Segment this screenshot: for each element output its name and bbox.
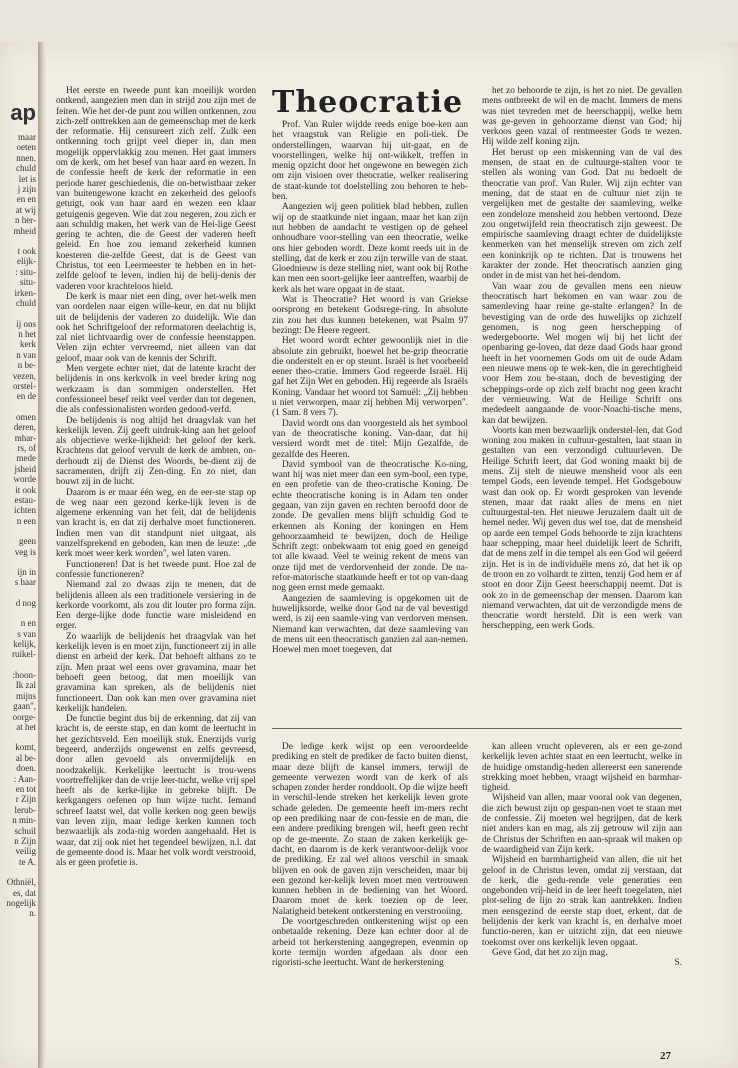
previous-page-strip (0, 100, 36, 1030)
page-number: 27 (660, 1050, 671, 1062)
strip-line: orstel- (13, 380, 36, 391)
paragraph: Wat is Theocratie? Het woord is van Griekse oorsprong en betekent Godsrege-ring. In absolute zin zou het dus kunnen betekenen, wat Psalm 97 bezingt: De Heere regeert. (272, 295, 468, 336)
strip-line: en en (16, 194, 36, 205)
strip-line: oorge- (12, 711, 36, 722)
paragraph: Men vergete echter niet, dat de latente kracht der belijdenis in ons kerkvolk in veel breder kring nog werkzaam is dan sommigen onderstellen. Het confessioneel besef reikt veel verder dan tot degenen, die als confessionalisten worden gedood-verfd. (56, 364, 256, 416)
strip-line: n her- (14, 215, 36, 226)
paragraph: Niemand zal zo dwaas zijn te menen, dat de belijdenis alleen als een traditionele versiering in de kerkorde voorkomt, als zou dit louter pro forma zijn. Een derge-lijke dode functie ware misleidend en erger. (56, 580, 256, 632)
strip-line: at wij (15, 204, 36, 215)
strip-line: deren, (13, 422, 36, 433)
strip-line: veilig (15, 846, 36, 857)
strip-line: ijn in (17, 567, 36, 578)
paragraph: Het berust op een miskenning van de val des mensen, de staat en de cultuurge-stalten voor te stellen als woning van God. Dat nu bedoelt de theocratie van prof. Van Ruler. Wij zijn echter van mening, dat de staat en de cultuur niet zijn te vergelijken met de gestalte der saamleving, welke een zondeloze mensheid zou hebben vertoond. Deze zou ongetwijfeld rein theocratisch zijn geweest. De empirische saamleving draagt echter de duidelijkste kenmerken van het menselijk streven om zich zelf een koninkrijk op te richten. Dat is trouwens het karakter der zonde. Het theocratisch aanzien ging onder in de mist van het hei-dendom. (482, 147, 682, 282)
paragraph: Zo waarlijk de belijdenis het draagvlak van het kerkelijk leven is en moet zijn, functioneert zij in alle dienst en arbeid der kerk. Dat behoeft althans zo te zijn. Men praat wel eens over gravamina, maar het behoeft geen betoog, dat men moeilijk van gravamina kan spreken, als de belijdenis niet functioneert. Dan ook kan men over gravamina niet kerkelijk handelen. (56, 631, 256, 714)
strip-heading: ap (10, 100, 36, 125)
strip-line: ij ons (16, 318, 36, 329)
strip-line: n be- (17, 360, 36, 371)
strip-line: doen. (16, 763, 36, 774)
strip-line (0, 732, 36, 742)
strip-line: n een (16, 515, 36, 526)
strip-line: let is (18, 173, 36, 184)
strip-line: worde (13, 474, 36, 485)
strip-line: n het (18, 328, 36, 339)
strip-line: ichten (14, 505, 36, 516)
strip-line: n. (29, 908, 36, 919)
paragraph: Prof. Van Ruler wijdde reeds enige boe-ken aan het vraagstuk van Religie en poli-tiek. De onderstellingen, waarvan hij uit-gaat, en de voorstellingen, welke hij ont-wikkelt, treffen in menig opzicht door het ongewone en bewegen zich om zijn visioen over theocratie, welker realisering de staat-kunde tot doelstelling zou behoren te heb-ben. (272, 120, 468, 203)
paragraph: Aangezien de saamleving is opgekomen uit de huwelijksorde, welke door God na de val bevestigd werd, is zij een saamle-ving van verdorven mensen. Niemand kan verwachten, dat deze saamleving van de mens uit een theocratisch ganzien zal aan-nemen. Hoewel men moet toegeven, dat (272, 593, 468, 656)
strip-line: mijns (15, 690, 36, 701)
strip-line: s haar (14, 577, 36, 588)
strip-line: irken- (14, 287, 36, 298)
strip-line: gaan", (13, 701, 36, 712)
paragraph: het zo behoorde te zijn, is het zo niet. De gevallen mens ontbreekt de wil en de macht. Immers de mens was niet tevreden met de heerschappij, welke hem was ge-geven in gehoorzame dienst van God; hij verkoos geen vazal of rentmeester Gods te wezen. Hij wilde zelf koning zijn. (482, 86, 682, 148)
strip-line: s van (17, 628, 36, 639)
article-signature: S. (674, 958, 682, 969)
strip-line: es, dat (13, 887, 36, 898)
paragraph: David symbool van de theocratische Ko-ning, want hij was niet meer dan een sym-bool, een type, en een profetie van de theo-cratische Koning. De echte theocratische koning is in Adam ten onder gegaan, van zijn gaven en rechten beroofd door de zonde. De gevallen mens blijft schuldig God te erkennen als Koning der koningen en Hem gehoorzaamheid te bewijzen, doch de Heilige Schrift zegt: onbekwaam tot enig goed en geneigd tot alle kwaad. Veel te weinig rekent de mens van onze tijd met de verdorvenheid der zonde. De na-refor-matorische staatkunde heeft er tot op van-daag nog geen ernst mede gemaakt. (272, 459, 468, 594)
strip-line: ruikel- (12, 649, 36, 660)
strip-line: chuld (16, 298, 36, 309)
article-column-1 (56, 86, 256, 1052)
strip-line: it ook (15, 484, 36, 495)
paragraph: kan alleen vrucht opleveren, als er een ge-zond kerkelijk leven achter staat en een leertucht, welke in de huidige omstandig-heden allereerst een sanerende strekking moet hebben, vraagt wijsheid en barmhar-tigheid. (482, 742, 682, 794)
strip-line: rs, of (17, 442, 36, 453)
article-column-5 (482, 742, 682, 1052)
strip-line: d nog (15, 597, 36, 608)
strip-line: maar (18, 132, 36, 142)
strip-line (0, 660, 36, 670)
strip-line: te A. (19, 856, 36, 867)
paragraph: Wijsheid en barmhartigheid van allen, die uit het geloof in de Christus leven, omdat zij verstaan, dat de kerk, die gedu-rende vele generaties een ongebonden vrij-heid in de leer heeft toegelaten, niet plot-seling de lijn zo strak kan aantrekken. Indien men eensgezind de eerste stap doet, erkent, dat de belijdenis der kerk van kracht is, en derhalve moet functio-neren, kan er uitzicht zijn, dat een nieuwe toekomst over ons kerkelijk leven opgaat. (482, 855, 682, 948)
strip-line: at het (16, 721, 36, 732)
strip-line: elijk- (17, 256, 36, 267)
paragraph: Van waar zou de gevallen mens een nieuw theocratisch hart bekomen en van waar zou de samenleving haar reine ge-stalte erlangen? In de bevestiging van de orde des huwelijks op zichzelf genomen, is nog geen herschepping of wedergeboorte. Wel mogen wij bij het licht der openbaring ge-loven, dat deze daad Gods haar grond heeft in het voornemen Gods om uit de oude Adam een nieuwe mens op te wek-ken, die in gerechtigheid voor Hem zou be-staan, doch de bevestiging der scheppings-orde op zich zelf bracht nog geen kracht der vernieuwing. Wat de Heilige Schrift ons mededeelt aangaande de voor-Noachi-tische mens, kan dat bewijzen. (482, 281, 682, 426)
strip-line: mede (16, 453, 36, 464)
paragraph: De kerk is maar niet een ding, over het-welk men van oordelen naar eigen wille-keur, en dat nu blijkt uit de belijdenis der vaderen zo duidelijk. Wie dan ook het Schriftgeloof der reformatoren deelachtig is, zal niet lichtvaardig over de confessie heenstappen. Velen zijn echter vervreemd, niet alleen van dat geloof, maar ook van de kennis der Schrift. (56, 291, 256, 364)
strip-line: jsheid (14, 463, 36, 474)
paragraph: Het woord wordt echter gewoonlijk niet in die absolute zin gebruikt, hoewel het be-grip theocratie die onderstelt en er op steunt. Israël is het voorbeeld eener theo-cratie. Immers God regeerde Israël. Hij gaf het Zijn Wet en geboden. Hij regeerde als Israëls Koning. Vandaar het woord tot Samuël: „Zij hebben u niet verworpen, maar zij hebben Mij verworpen". (1 Sam. 8 vers 7). (272, 336, 468, 419)
strip-line: al be- (15, 752, 36, 763)
strip-line: geen (19, 536, 36, 547)
article-title: Theocratie (272, 86, 464, 120)
strip-line: n min- (12, 815, 36, 826)
strip-line: kerk (20, 339, 36, 350)
strip-line: vezen, (12, 370, 36, 381)
strip-line: en de (16, 391, 36, 402)
paragraph: Aangezien wij geen politiek blad hebben, zullen wij op de staatkunde niet ingaan, maar het kan zijn nut hebben de aandacht te vestigen op de geheel onhoudbare voor-stelling van een theocratie, welke ons hier geboden wordt. Deze komt reeds uit in de stelling, dat de kerk er zou zijn terwille van de staat. Gloednieuw is deze stelling niet, want ook bij Rothe kan men een soort-gelijke leer aantreffen, waarbij de kerk als het ware opgaat in de staat. (272, 202, 468, 295)
strip-line (0, 588, 36, 598)
strip-line: komt, (15, 742, 36, 753)
strip-line: : situ- (15, 266, 36, 277)
paragraph: David wordt ons dan voorgesteld als het symbool van de theocratische koning. Van-daar, dat hij versierd wordt met de titel: Mijn Gezalfde, de gezalfde des Heeren. (272, 418, 468, 460)
strip-line: nnen. (16, 152, 36, 163)
paragraph: Daarom is er maar één weg, en de eer-ste stap op de weg naar een gezond kerke-lijk leven is de algemene erkenning van het feit, dat de belijdenis van kracht is, en dat zij derhalve moet functioneren. Indien men van dit standpunt niet uitgaat, als vanzelfsprekend en geboden, kan men de leuze: „de kerk moet weer kerk worden", wel laten varen. (56, 487, 256, 560)
strip-line: situ- (19, 277, 36, 288)
strip-line: j zijn (17, 184, 36, 195)
horizontal-rule (272, 728, 682, 729)
strip-line: Ik zal (15, 680, 36, 691)
strip-line (0, 402, 36, 412)
strip-line: mhar- (14, 432, 36, 443)
paragraph: Het eerste en tweede punt kan moeilijk worden ontkend, aangezien men dan in strijd zou zijn met de feiten. Wie het der-de punt zou willen ontkennen, zou zich-zelf onttrekken aan de gemeenschap met de kerk der reformatie. Hij censureert zich zelf. Zulk een ontkenning toch grijpt veel dieper in, dan men mogelijk oppervlakkig zou menen. Het gaat immers om de kerk, om het besef van haar aard en wezen. In de confessie heeft de kerk der reformatie in een periode harer geschiedenis, die on-betwistbaar zeker van buitengewone kracht en zekerheid des geloofs getuigt, ook van haar aard en wezen een klaar getuigenis gegeven. Wie dat zou negeren, zou zich er aan schuldig maken, het werk van de Hei-lige Geest gering te achten, die de Geest der vaderen heeft geleid. En hoe zou iemand zekerheid kunnen koesteren die-zelfde Geest, dat is de Geest van Christus, tot een Leermeester te hebben en in het-zelfde geloof te leven, indien hij de belij-denis der vaderen voor krachteloos hield. (56, 86, 256, 292)
strip-line: lerub- (14, 804, 36, 815)
strip-line: n van (16, 349, 36, 360)
article-column-3 (482, 86, 682, 716)
strip-line: veg is (14, 546, 36, 557)
strip-line: en tot (15, 783, 36, 794)
paragraph: Wijsheid van allen, maar vooral ook van degenen, die zich bewust zijn op gespan-nen voet te staan met de confessie. Zij moeten wel begrijpen, dat de kerk niet anders kan en mag, als zij getrouw wil zijn aan de Christus der Schriften en aan-spraak wil maken op de waardigheid van Zijn kerk. (482, 793, 682, 855)
strip-line: : Aan- (13, 773, 36, 784)
strip-line: nogelijk (6, 898, 36, 908)
strip-line: :hoon- (12, 669, 36, 680)
strip-line (0, 557, 36, 567)
paragraph: De voortgeschreden ontkerstening wijst op een onbetaalde rekening. Deze kan echter door al de arbeid tot herkerstening aangegrepen, evenmin op korte termijn worden afgedaan als door een rigoristi-sche leertucht. Want de herkerstening (272, 917, 468, 969)
strip-line: t ook (17, 246, 36, 257)
strip-line: r Zijn (15, 794, 36, 805)
strip-line (0, 309, 36, 319)
strip-line (0, 608, 36, 618)
strip-line: kelijk, (13, 639, 36, 650)
strip-lines (0, 132, 36, 919)
strip-line: n Zijn (14, 835, 36, 846)
paragraph: Geve God, dat het zo zijn mag. (492, 947, 608, 958)
strip-line: mheid (13, 225, 36, 236)
strip-line: estau- (14, 495, 36, 505)
strip-line: n en (20, 618, 36, 629)
article-column-2 (272, 86, 468, 716)
strip-line: chuld (16, 163, 36, 174)
strip-line: Othniël, (6, 877, 36, 888)
strip-line: omen (16, 411, 36, 422)
strip-line: schuil (14, 825, 36, 836)
page-gutter (38, 42, 46, 1068)
paragraph: Functioneren! Dat is het tweede punt. Hoe zal de confessie functioneren? (56, 559, 256, 580)
paragraph: De belijdenis is nog altijd het draagvlak van het kerkelijk leven. Zij geeft uitdruk-king aan het geloof als objectieve werke-lijkheid: het geloof der kerk. Krachtens dat geloof vervult de kerk de ambten, on-derhoudt zij de Dienst des Woords, be-dient zij de sacramenten, drijft zij Zen-ding. En zo niet, dan bouwt zij in de lucht. (56, 415, 256, 488)
paragraph: De functie begint dus bij de erkenning, dat zij van kracht is, de eerste stap, en dan komt de leertucht in het gezichtsveld. Een moeilijk stuk. Enerzijds vurig begeerd, anderzijds ongewenst en zelfs gevreesd, door allen gevoeld als onvermijdelijk en noodzakelijk. Kerkelijke leertucht is trou-wens voortreffelijker dan de vrije leer-tucht, welke vrij spel heeft als de kerke-lijke in gebreke blijft. De kerkgangers oefenen op hun wijze tucht. Iemand schreef laatst wel, dat volle kerken nog geen bewijs van leven zijn, maar ledige kerken kunnen toch bezwaarlijk als zoda-nig worden aangehaald. Het is waar, dat zij ook niet het tegendeel bewijzen, n.l. dat de gemeente dood is. Maar het volk wordt verstrooid, als er geen profetie is. (56, 714, 256, 869)
paragraph: De ledige kerk wijst op een veroordeelde prediking en stelt de prediker de facto buiten dienst, maar deze blijft de kansel immers, terwijl de gemeente verwezen wordt van de kerk of als schapen zonder herder ronddoolt. Op die wijze heeft in verschil-lende streken het kerkelijk leven grote schade geleden. De gemeente heeft im-mers recht op een prediking naar de con-fessie en de man, die een andere prediking brengen wil, heeft geen recht op de ge-meente. Zo staan de zaken kerkelijk ge-dacht, en daarom is de kerk verantwoor-delijk voor de prediking. Er zal wel altoos verschil in smaak blijven en ook de gaven zijn verscheiden, maar bij een gezond ker-kelijk leven moet men vertrouwen kunnen hebben in de bediening van het Woord. Daarom moet de kerk toezien op de leer. Nalatigheid betekent ontkerstening en verstrooiing. (272, 742, 468, 917)
strip-line: oeten (16, 142, 36, 153)
article-column-4 (272, 742, 468, 1052)
strip-line (0, 236, 36, 246)
paragraph: Voorts kan men bezwaarlijk onderstel-len, dat God woning zou maken in cultuur-gestalten, laat staan in gestalten van een verzondigd cultuurleven. De Heilige Schrift leert, dat God woning maakt bij de mens. Zij stelt de nieuwe mensheid voor als een tempel Gods, een levende tempel. Het Godsgebouw wast dan ook op. Er wordt gesproken van levende stenen, maar dat raakt alles de mens en niet cultuurgestal-ten. Het nieuwe Jeruzalem daalt uit de hemel neder. Wij geven dus wel toe, dat de mensheid op aarde een tempel Gods behoorde te zijn krachtens haar schepping, maar heel duidelijk leert de Schrift, dat de mens zelf in die tempel als een God wil geëerd zijn. Het is in de individuële mens zó, dat het ik op de troon en zo volhardt te zitten, tenzij God hem er af stoot en door Zijn Geest heerschappij neemt. Dat is ook zo in de gemeenschap der mensen. Daarom kan niemand verwachten, dat uit de verzondigde mens de theocratie wordt hersteld. Dit is een werk van herschepping, een werk Gods. (482, 425, 682, 632)
strip-line (0, 526, 36, 536)
strip-line (0, 867, 36, 877)
